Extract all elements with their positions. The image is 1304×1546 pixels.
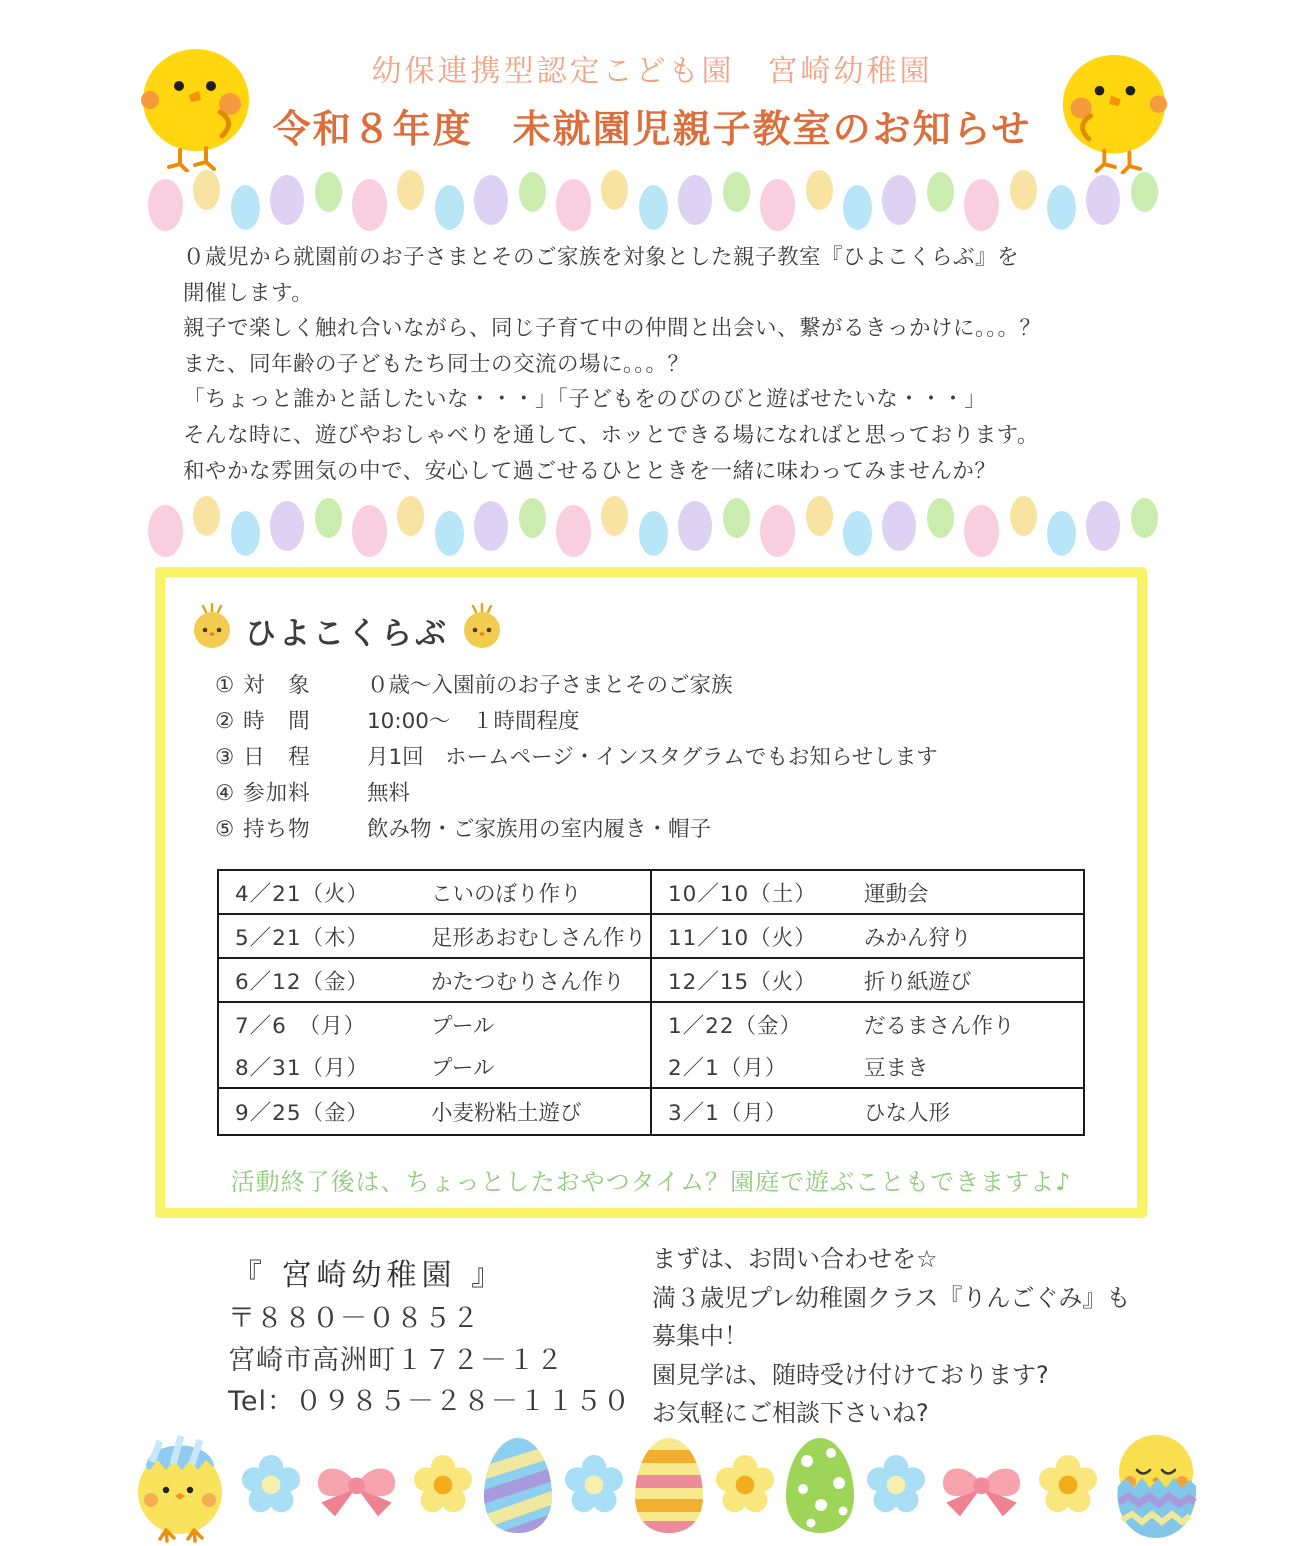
item-value: 無料 (367, 780, 411, 806)
pastel-dot (723, 172, 750, 212)
intro-line: ０歳児から就園前のお子さまとそのご家族を対象とした親子教室『ひよこくらぶ』を (183, 245, 1020, 270)
event-date: 2／1（月） (668, 1055, 788, 1081)
pastel-dot (148, 505, 183, 557)
pastel-dot (474, 501, 508, 551)
pastel-dot (678, 175, 712, 225)
pastel-dot (1086, 175, 1120, 225)
pastel-dot (1086, 501, 1120, 551)
intro-line: 「ちょっと誰かと話したいな・・・」「子どもをのびのびと遊ばせたいな・・・」 (183, 387, 987, 413)
schedule-cell (651, 914, 1084, 958)
intro-paragraph (183, 240, 1113, 489)
event-date: 9／25（金） (235, 1101, 370, 1126)
pastel-dot (556, 505, 591, 557)
school-name: 『 宮崎幼稚園 』 (232, 1258, 507, 1293)
item-value: 月1回 ホームページ・インスタグラムでもお知らせします (367, 744, 938, 770)
event-date: 11／10（火） (668, 925, 817, 951)
pastel-dot (519, 498, 546, 538)
schedule-row (218, 870, 1084, 914)
pastel-dot (1010, 170, 1037, 210)
event-activity: ひな人形 (864, 1101, 951, 1126)
pastel-dot (1047, 511, 1076, 556)
page-title: 令和８年度 未就園児親子教室のお知らせ (272, 107, 1032, 151)
item-value: 飲み物・ご家族用の室内履き・帽子 (367, 816, 712, 842)
egg-polka-dots-icon (783, 1435, 857, 1535)
event-date: 7／6 （月） (235, 1013, 367, 1039)
pastel-dot (882, 175, 916, 225)
event-activity: 豆まき (864, 1055, 929, 1081)
pastel-dot (556, 179, 591, 231)
item-label: ④ 参加料 (215, 780, 311, 806)
contact-line: まずは、お問い合わせを☆ (652, 1245, 938, 1273)
chick-head-icon (461, 603, 503, 657)
pastel-dot (639, 511, 668, 556)
event-activity: 足形あおむしさん作り (431, 925, 647, 951)
pastel-dot (843, 185, 872, 230)
schedule-row-merged (218, 1002, 1084, 1088)
chick-in-egg-icon (1106, 1428, 1206, 1542)
contact-line: お気軽にご相談下さいね? (652, 1399, 929, 1427)
schedule-row (218, 1088, 1084, 1135)
pastel-dot (1131, 498, 1158, 538)
event-activity: かたつむりさん作り (431, 969, 625, 995)
pastel-dot (964, 179, 999, 231)
snack-time-note: 活動終了後は、ちょっとしたおやつタイム？園庭で遊ぶこともできますよ♪ (230, 1168, 1072, 1196)
event-activity: 折り紙遊び (864, 969, 972, 995)
event-activity: プール (431, 1055, 495, 1081)
pastel-dot-divider (148, 170, 1158, 232)
pastel-dot (231, 511, 260, 556)
event-date: 4／21（火） (235, 881, 370, 907)
event-activity: こいのぼり作り (431, 881, 582, 907)
phone-number: Tel：０９８５－２８－１１５０ (228, 1386, 632, 1417)
schedule-row (218, 914, 1084, 958)
bow-pink-icon (934, 1449, 1029, 1521)
pastel-dot (435, 185, 464, 230)
contact-line: 園見学は、随時受け付けております? (652, 1360, 1049, 1389)
pastel-dot (352, 179, 387, 231)
pastel-dot (723, 498, 750, 538)
schedule-cell (651, 870, 1084, 914)
club-heading (191, 603, 503, 657)
item-label: ③ 日 程 (215, 744, 311, 770)
schedule-row (218, 958, 1084, 1002)
pastel-dot (270, 501, 304, 551)
pastel-dot (352, 505, 387, 557)
bottom-decor-row (128, 1424, 1206, 1546)
school-address-block (228, 1298, 631, 1423)
pastel-dot (397, 496, 424, 536)
list-item (215, 737, 938, 773)
pastel-dot (760, 179, 795, 231)
pastel-dot (519, 172, 546, 212)
pastel-dot (193, 170, 220, 210)
pastel-dot (843, 511, 872, 556)
pastel-dot (1010, 496, 1037, 536)
pastel-dot (231, 185, 260, 230)
pastel-dot (678, 501, 712, 551)
event-date: 5／21（木） (235, 925, 370, 951)
pastel-dot (315, 498, 342, 538)
street-address: 宮崎市高洲町１７２－１２ (228, 1344, 564, 1376)
organization-name: 幼保連携型認定こども園 宮崎幼稚園 (371, 54, 933, 89)
pastel-dot (760, 505, 795, 557)
pastel-dot (474, 175, 508, 225)
item-label: ② 時 間 (215, 708, 311, 734)
chick-head-icon (191, 603, 233, 657)
flower-blue-icon (564, 1454, 624, 1516)
egg-stripes-icon (632, 1435, 706, 1535)
pastel-dot (601, 170, 628, 210)
event-date: 8／31（月） (235, 1055, 370, 1081)
pastel-dot (1047, 185, 1076, 230)
pastel-dot (270, 175, 304, 225)
schedule-cell (218, 1002, 651, 1088)
event-date: 10／10（土） (668, 881, 817, 907)
flower-yellow-icon (715, 1454, 775, 1516)
item-label: ⑤ 持ち物 (215, 816, 311, 842)
pastel-dot (148, 179, 183, 231)
item-value: 10:00～ １時間程度 (367, 708, 580, 734)
event-activity: プール (431, 1013, 495, 1039)
pastel-dot (397, 170, 424, 210)
list-item (215, 701, 938, 737)
schedule-cell (651, 958, 1084, 1002)
egg-diagonal-stripes-icon (481, 1435, 555, 1535)
schedule-cell (218, 870, 651, 914)
pastel-dot (882, 501, 916, 551)
event-date: 6／12（金） (235, 969, 370, 995)
schedule-cell (218, 1088, 651, 1135)
schedule-cell (218, 914, 651, 958)
flower-yellow-icon (413, 1454, 473, 1516)
schedule-cell (651, 1002, 1084, 1088)
bow-pink-icon (309, 1449, 404, 1521)
flower-blue-icon (866, 1454, 926, 1516)
club-heading-label: ひよこくらぶ (245, 615, 449, 652)
club-info-list (215, 665, 938, 845)
schedule-table (217, 869, 1085, 1136)
intro-line: また、同年齢の子どもたち同士の交流の場に。。。？ (183, 351, 690, 377)
event-date: 3／1（月） (668, 1101, 788, 1126)
intro-line: 親子で楽しく触れ合いながら、同じ子育て中の仲間と出会い、繋がるきっかけに。。。？ (183, 316, 1042, 342)
flower-yellow-icon (1038, 1454, 1098, 1516)
pastel-dot (1131, 172, 1158, 212)
pastel-dot (927, 172, 954, 212)
pastel-dot (315, 172, 342, 212)
list-item (215, 809, 938, 845)
list-item (215, 665, 938, 701)
pastel-dot (927, 498, 954, 538)
list-item (215, 773, 938, 809)
event-activity: 小麦粉粘土遊び (431, 1101, 582, 1126)
chick-shell-hat-icon (128, 1426, 232, 1544)
pastel-dot (806, 496, 833, 536)
contact-info-block (652, 1240, 1172, 1433)
intro-line: 開催します。 (183, 280, 314, 306)
schedule-cell (218, 958, 651, 1002)
event-activity: 運動会 (864, 881, 929, 907)
pastel-dot-divider (148, 496, 1158, 558)
hiyoko-club-box (155, 567, 1147, 1218)
pastel-dot (639, 185, 668, 230)
contact-line: 募集中！ (652, 1322, 748, 1350)
pastel-dot (193, 496, 220, 536)
flower-blue-icon (241, 1454, 301, 1516)
intro-line: そんな時に、遊びやおしゃべりを通して、ホッとできる場になればと思っております。 (183, 422, 1039, 448)
item-value: ０歳～入園前のお子さまとそのご家族 (367, 672, 733, 698)
pastel-dot (601, 496, 628, 536)
pastel-dot (964, 505, 999, 557)
item-label: ① 対 象 (215, 672, 311, 698)
contact-line: 満３歳児プレ幼稚園クラス『りんごぐみ』も (652, 1283, 1131, 1312)
pastel-dot (806, 170, 833, 210)
event-activity: だるまさん作り (864, 1013, 1015, 1039)
event-activity: みかん狩り (864, 925, 972, 951)
schedule-cell (651, 1088, 1084, 1135)
intro-line: 和やかな雰囲気の中で、安心して過ごせるひとときを一緒に味わってみませんか？ (183, 458, 997, 484)
pastel-dot (435, 511, 464, 556)
event-date: 12／15（火） (668, 969, 817, 995)
postal-code: 〒８８０－０８５２ (228, 1303, 480, 1334)
event-date: 1／22（金） (668, 1013, 803, 1039)
